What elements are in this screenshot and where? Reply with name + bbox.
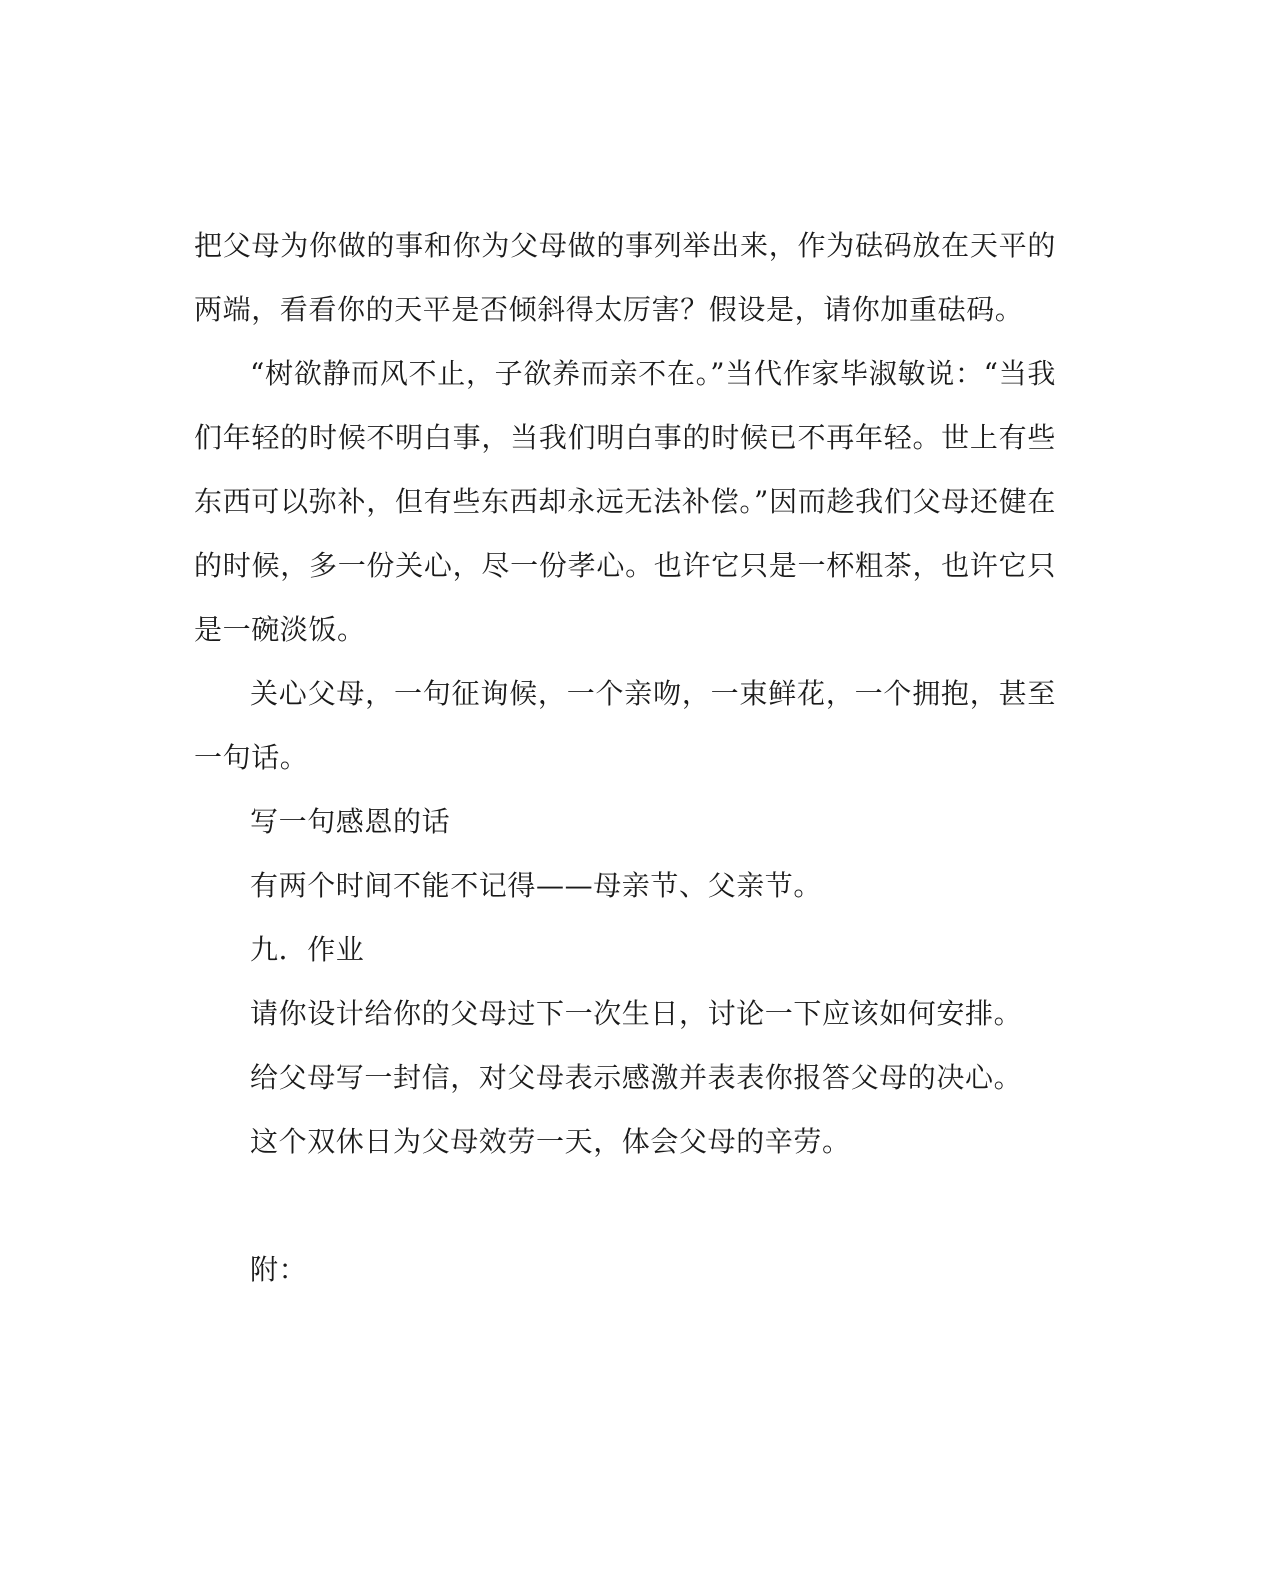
paragraph-mothers-fathers-day: 有两个时间不能不记得——母亲节、父亲节。 xyxy=(250,869,823,902)
paragraph-balance-exercise: 把父母为你做的事和你为父母做的事列举出来，作为砝码放在天平的两端，看看你的天平是否倾斜得太厉害？假设是，请你加重砝码。 xyxy=(194,229,1056,326)
document-body xyxy=(194,214,1056,1302)
paragraph-write-gratitude: 写一句感恩的话 xyxy=(250,805,451,838)
homework-item-birthday: 请你设计给你的父母过下一次生日，讨论一下应该如何安排。 xyxy=(250,997,1023,1030)
section-heading-homework: 九．作业 xyxy=(250,933,365,966)
paragraph-bi-shumin-quote: “树欲静而风不止，子欲养而亲不在。”当代作家毕淑敏说：“当我们年轻的时候不明白事，当我们明白事的时候已不再年轻。世上有些东西可以弥补，但有些东西却永远无法补偿。”因而趁我们父母还健在的时候，多一份关心，尽一份孝心。也许它只是一杯粗茶，也许它只是一碗淡饭。 xyxy=(194,357,1056,646)
paragraph-care-for-parents: 关心父母，一句征询候，一个亲吻，一束鲜花，一个拥抱，甚至一句话。 xyxy=(194,677,1056,774)
appendix-label: 附： xyxy=(250,1253,308,1286)
homework-item-weekend: 这个双休日为父母效劳一天，体会父母的辛劳。 xyxy=(250,1125,851,1158)
homework-item-letter: 给父母写一封信，对父母表示感激并表表你报答父母的决心。 xyxy=(250,1061,1023,1094)
